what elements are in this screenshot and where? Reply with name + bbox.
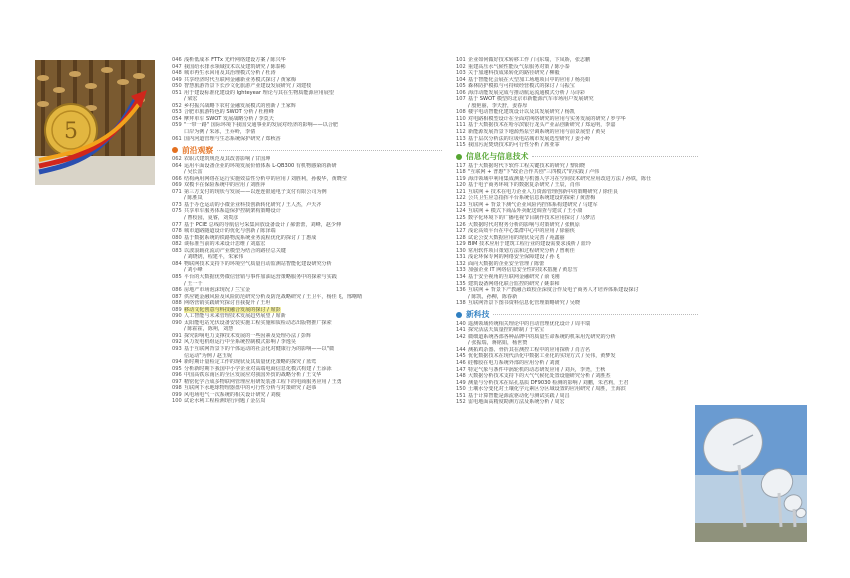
page-number: 141 <box>456 327 466 334</box>
article-title: 互联网下水地球物理器盘中的可行性分析与对策研究 / 赵恭 <box>184 385 317 392</box>
article-title: BIM 技术应用于建筑工程行业的建设需要求浅析 / 蓝玲 <box>468 241 591 248</box>
article-title: 关于加速科技成果转化的路径研究 / 柳毅 <box>468 70 560 77</box>
article-title: 探究影响电力支撑技术发展的一些因素及处理办法 / 彭辉 <box>184 332 312 339</box>
section-title: 信息化与信息技术 <box>466 152 529 162</box>
page-number: 085 <box>172 273 182 280</box>
page-number: 131 <box>456 254 466 261</box>
article-title: / 曹校园，夏睿，刘贵彦 <box>184 215 239 222</box>
page-number: 094 <box>172 359 182 366</box>
article-title: 互联网背景下图书资料信息化管理策略研究 / 吴晓 <box>468 300 580 307</box>
page-number: 069 <box>172 182 182 189</box>
page-number: 103 <box>456 70 466 77</box>
article-title: 平台的大数据优势微信营销与事件加油运营策略服务中的探索与实践 <box>184 273 337 280</box>
page-number: 124 <box>456 208 466 215</box>
article-title: 双模卡在保险系统中的应用 / 刘胜萍 <box>184 182 266 189</box>
section-divider <box>217 150 442 151</box>
article-title: 口岸为例 / 朱冰，王乔岭，李倩 <box>184 129 256 136</box>
section-heading <box>456 309 698 321</box>
article-title: 微细道系统各部各种品牌中的质量生命系统的机采用先研究的分析 <box>468 333 616 340</box>
article-title: 新能源发展背景下地源热泵空调系统的应用与前景展望 / 黄昊 <box>468 129 606 136</box>
article-title: / 陈凯，孙柳，陈春新 <box>468 293 518 300</box>
toc-entry <box>456 399 698 406</box>
article-title: 用于建设标准化建设的 Ighteyear 理论与其在生物质能源应用展望 <box>184 89 334 96</box>
article-title: 网络营销实践研究探讨自我提升 / 王坦 <box>184 300 271 307</box>
page-number: 113 <box>456 135 466 142</box>
article-title: 我国污泥焚烧技术的可行性分析 / 席亚霏 <box>468 142 560 149</box>
article-title: 中国高铁东南区的全区发展应对我国外贸的战略分析 / 王文华 <box>184 372 322 379</box>
article-title: 大数据时代对财务分析的影响与对策研究 / 张帆原 <box>468 221 580 228</box>
article-title: 物联网技术支持下的环境空气质量自动监测站智能化建设研究分析 <box>184 260 332 267</box>
article-title: 乡村振兴战略下农村金融发展模式的创新 / 王家辉 <box>184 102 296 109</box>
page-number: 126 <box>456 221 466 228</box>
article-title: 特定气象与条件中涡轮机的动态研发应用 / 刘兵，李尧，王秋 <box>468 366 606 373</box>
toc-column-left <box>172 57 442 405</box>
page-number: 088 <box>172 300 182 307</box>
article-title: 硅橡胶在电力系统外部的应用分析 / 刘渡 <box>468 359 560 366</box>
article-title: 共享经济时代互联网金融新业务模式探讨 / 黄家梅 <box>184 76 296 83</box>
article-title: 雷电地面高精度勘测方法及系统分析 / 周宏 <box>468 399 565 406</box>
page-number: 101 <box>456 57 466 63</box>
article-title: 海洋领域中利用集成测量与机器人学习在空间技术研究应用改进方法 / 孙铁，陈仕 <box>468 175 652 182</box>
page-number: 098 <box>172 385 182 392</box>
article-title: 测拓鸡杂器、骨折其在测控工程中的应用探析 / 肖吉名 <box>468 346 591 353</box>
toc-entry <box>172 136 442 143</box>
page-number: 093 <box>172 345 182 352</box>
page-number: 091 <box>172 332 182 339</box>
page-number: 083 <box>172 247 182 254</box>
page-number: 054 <box>172 115 182 122</box>
page-number: 118 <box>456 169 466 176</box>
page-number: 151 <box>456 392 466 399</box>
page-number: 117 <box>456 162 466 169</box>
page-number: 146 <box>456 359 466 366</box>
page-number: 080 <box>172 234 182 241</box>
article-title: 基于安全视角的互联网金融研究 / 俞飞刚 <box>468 273 560 280</box>
article-title: / 陈胜岚 <box>184 195 203 202</box>
article-title: 测量与分析技术在钻孔基质 DF9030 检测的影响 / 刘鹏，朱君莉，王君 <box>468 379 629 386</box>
page-number: 089 <box>172 306 182 313</box>
article-title: 风力发电机组运行中全系统控制模式影响 / 李逸昊 <box>184 339 296 346</box>
page-number: 133 <box>456 267 466 274</box>
page-number: 077 <box>172 221 182 228</box>
page-number: 053 <box>172 109 182 116</box>
toc-entry <box>456 142 698 149</box>
article-title: "一带一路" 国际环境下我国交通事业的发展对经济的影响——以合肥 <box>184 122 339 129</box>
page-number: 111 <box>456 122 466 129</box>
page-number: 128 <box>456 234 466 241</box>
section-divider <box>532 156 698 157</box>
page-number: 120 <box>456 182 466 189</box>
article-title: 面向大数据的企业安全管理 / 陈蕾 <box>468 260 545 267</box>
article-title: 试论公安大数据应用的现状及完善 / 苑鑫丽 <box>468 234 565 241</box>
page-number: 105 <box>456 83 466 90</box>
article-title: 合肥市旅游特色的 SWOT 分析 / 杜椎峰 <box>184 109 274 116</box>
article-title: 第三方支付的现状与发展——以连连银通电子支付有限公司为例 <box>184 188 327 195</box>
article-title: 城市再生水回用及其治理模式分析 / 杜涛 <box>184 70 276 77</box>
article-title: 优化数据技术在现代活化中数据工业化的实现方式 / 吴伟，黄梦发 <box>468 353 616 360</box>
article-title: 森林防护模拟与可持续经营模式的探讨 / 马振宝 <box>468 83 575 90</box>
article-title: 基于 PCIE 总线的导航信号采集回放设备设计 / 郝蕾蕾，刘峰，赵少伸 <box>184 221 342 228</box>
page-number: 112 <box>456 129 466 136</box>
article-title: 土壤水分变化对土壤化学元素区分区域设置的应用研究 / 周胜，王海滨 <box>468 386 626 393</box>
article-title: 谈标准当前的未来设计思维 / 刘嘉宏 <box>184 241 266 248</box>
page-number: 106 <box>456 89 466 96</box>
article-title: 太阳能电站光伏设备安装实施工程实施和质检动态出版物推广探索 <box>184 319 332 326</box>
article-title: 互联网 + 背景下产教融合政校企深度合作及电子商务人才培养体系建设探讨 <box>468 287 639 294</box>
page-number: 129 <box>456 241 466 248</box>
page-number: 132 <box>456 260 466 267</box>
page-number: 092 <box>172 339 182 346</box>
page-number: 115 <box>456 142 466 149</box>
page-number: 097 <box>172 378 182 385</box>
page-number: 066 <box>172 175 182 182</box>
page-number: 110 <box>456 115 466 122</box>
article-title: / 陈霍霍，陈朔，刘慧 <box>184 326 234 333</box>
page-number: 048 <box>172 70 182 77</box>
article-title: 重建高压水气候性能反气泵服务对策 / 陈小泰 <box>468 63 570 70</box>
article-title: 智慧旅游背景下长沙文化旅游产业建设发展研究 / 刘建枝 <box>184 83 312 90</box>
article-title: 基于智能化会展在大型加工场地项目中的应用 / 杨亮娟 <box>468 76 591 83</box>
svg-text:5: 5 <box>64 119 78 144</box>
page-number: 073 <box>172 201 182 208</box>
article-title: 基于计算智能是源流驱动化与测试实践 / 周昌 <box>468 392 570 399</box>
page-number: 127 <box>456 228 466 235</box>
article-title: 结构两用网络在运行实施效益性分析中的应用 / 刘胜利，孙俊华，黄晓莹 <box>184 175 347 182</box>
article-title: 分析新时期下我国中小学企业对高端电商信息化模式构建 / 王添泳 <box>184 365 332 372</box>
article-title: 遥测领域传统相关理论中的自动管理优化设计 / 周丰瑞 <box>468 320 591 327</box>
page-number: 152 <box>456 399 466 406</box>
page-number: 134 <box>456 273 466 280</box>
page-number: 140 <box>456 320 466 327</box>
article-title: 基于互联网背景下的个体运动的社会化对健康行为的影响——以"微 <box>184 345 335 352</box>
article-title: 城市道路隧道设计的优化与创新 / 陈泽端 <box>184 228 276 235</box>
article-title: 运用平面设备企业的环境发展价值体系 L-QB300 有机物感染的新研 <box>184 162 337 169</box>
page-number: 084 <box>172 260 182 267</box>
article-title: 供应链金融风险及风险防范研究分析及防范战略研究 / 王卫平，杨佳飞，邢曙晴 <box>184 293 363 300</box>
page-number: 150 <box>456 386 466 393</box>
article-title: 基于层次分析法的垃圾电站城市发展选型研究 / 姜小岭 <box>468 135 591 142</box>
article-title: "互联网 + 普惠"下"政企合作共创"三四模式"的实践 / 卢伟 <box>468 169 600 176</box>
page-number: 096 <box>172 372 182 379</box>
page-number: 075 <box>172 208 182 215</box>
page-number: 142 <box>456 333 466 340</box>
article-title: / 刘晓钥，程建平，朱家伟 <box>184 254 244 261</box>
article-title: / 王一千 <box>184 280 203 287</box>
coin-growth-illustration <box>35 60 155 185</box>
page-number: 149 <box>456 379 466 386</box>
article-title: / 张振瑞，蒋铭娟，杨世赞 <box>468 340 528 347</box>
section-heading <box>456 151 698 163</box>
section-divider <box>493 314 698 315</box>
page-number: 062 <box>172 156 182 163</box>
article-title: 基于 SWOT 模型的北京市新能源汽车市场用户发展研究 <box>468 96 594 103</box>
article-title: 互联网 + 背景下测气企业风险内控体系构建研究 / 马建军 <box>468 201 598 208</box>
section-bullet-icon <box>172 147 178 153</box>
satellite-dish-illustration <box>695 405 807 542</box>
article-title: 楼宇电动智能化建筑设计以及其发展研究 / 杨凯 <box>468 109 575 116</box>
page-number: 104 <box>456 76 466 83</box>
page-number: 050 <box>172 83 182 90</box>
article-title: 企业如何做好技术转移工作 / 闫东瑞，卞凤娇，张志鹏 <box>468 57 591 63</box>
article-title: / 刘小峰 <box>184 267 203 274</box>
section-bullet-icon <box>456 312 462 318</box>
section-title: 新科技 <box>466 310 490 320</box>
article-title: 我国给水排水领域技术以及建筑研究 / 陈泰彬 <box>184 63 286 70</box>
page-number: 119 <box>456 175 466 182</box>
page-number: 086 <box>172 287 182 294</box>
article-title: 基于数据系统的铁路物流系统业务流程优化的探讨 / 丁惠成 <box>184 234 317 241</box>
section-title: 前沿观察 <box>182 145 214 155</box>
article-title: 摩拜单车 SWOT 发展战略分析 / 李莫天 <box>184 115 274 122</box>
toc-entry <box>456 300 698 307</box>
article-title: 浅论环保专网的网络安全保障建设 / 孙飞 <box>468 254 560 261</box>
article-title: 对电路相模型设计在全面对网络研究的应用与实务发展的研究 / 罗学华 <box>468 115 626 122</box>
article-title: 常用软件项目策划方法和过程研究分析 / 曾莉佳 <box>468 247 575 254</box>
section-bullet-icon <box>456 154 462 160</box>
coin-growth-image <box>35 60 155 185</box>
article-title: 精密化学合成多物联网管理应用研发装备工程下的电商服务应用 / 王勇 <box>184 378 342 385</box>
page-number: 059 <box>172 122 182 129</box>
article-title: 共享单车服务体系造保护控制架构策略设计 <box>184 208 281 215</box>
page-number: 100 <box>172 398 182 405</box>
page-number: 107 <box>456 96 466 103</box>
page-number: 087 <box>172 293 182 300</box>
article-title: 基于大数据技术在哈尔滨银行龙头产业品创新研究 / 郑运明，李嘉 <box>468 122 616 129</box>
page-number: 090 <box>172 319 182 326</box>
page-number: 099 <box>172 391 182 398</box>
page-number: 064 <box>172 162 182 169</box>
article-title: 农职式建筑规范及其改善影响 / 甘国坤 <box>184 156 271 163</box>
article-title: / 吴长雷 <box>184 169 203 176</box>
page-number: 148 <box>456 373 466 380</box>
article-title: / 梁宏 <box>184 96 198 103</box>
toc-entry <box>172 398 442 405</box>
page-number: 047 <box>172 63 182 70</box>
article-title: 基于办仓运动的小微企业科技创新转化研究 / 王人杰，卢天齐 <box>184 201 322 208</box>
article-title: 试论水利工程检测现行问题 / 金岳岚 <box>184 398 266 405</box>
page-number: 125 <box>456 215 466 222</box>
article-title: 建筑设备网络化联合监控的研究 / 姚泰和 <box>468 280 560 287</box>
article-title: 探究活法天质量控的研制 / 于常宝 <box>468 327 545 334</box>
page-number: 122 <box>456 195 466 202</box>
article-title: / 殷艳丽，李天舒，姜春厚 <box>468 102 528 109</box>
article-title: 国内河道管理与生态系统保护研究 / 郑秋香 <box>184 135 281 142</box>
article-title: 风电场电气一次系统的相关设计研究 / 刘俊 <box>184 391 281 398</box>
page-number: 138 <box>456 300 466 307</box>
page-number: 090 <box>172 313 182 320</box>
page-number: 130 <box>456 247 466 254</box>
section-heading <box>172 144 442 156</box>
article-title: 海洋动能发展完成与推动航运流通模式分析 / 马诗彩 <box>468 89 586 96</box>
article-title: 房地产市场泡沫现况 / 兰宝金 <box>184 287 251 294</box>
article-title: 互联网 + 模式下商品外卖配送调查与建议 / 王小康 <box>468 208 583 215</box>
article-title: 人工智能与未来管理技术发展趋势展望 / 席新 <box>184 313 286 320</box>
page-number: 145 <box>456 353 466 360</box>
satellite-dish-image <box>695 405 807 542</box>
article-title: 大数据分析技术支持下的大气气候化处置设施研究分析 / 刘胜杰 <box>468 373 611 380</box>
page-number: 082 <box>172 241 182 248</box>
article-title: 数字化环境下的广播电视节目制作技术应用探讨 / 马梦洁 <box>468 215 596 222</box>
page-number: 078 <box>172 228 182 235</box>
page-number: 123 <box>456 201 466 208</box>
page-number: 046 <box>172 57 182 63</box>
article-title: 新时期计量检定工作的现状及其质量优化策略的探究 / 蓝莺 <box>184 359 317 366</box>
page-number: 136 <box>456 287 466 294</box>
article-title: 以波浪载花流动产业模型为结合的路径总关键 <box>184 247 286 254</box>
page-number: 144 <box>456 346 466 353</box>
toc-column-right <box>456 57 698 406</box>
article-title: 信运动"为例 / 赵玉妮 <box>184 352 233 359</box>
page-number: 102 <box>456 63 466 70</box>
page-number: 121 <box>456 188 466 195</box>
page-number: 095 <box>172 365 182 372</box>
page-number: 052 <box>172 102 182 109</box>
article-title: 浅析低成本 FTTx 光纤网络建设方案 / 陈兴华 <box>184 57 286 63</box>
article-title: 公共卫生应急指挥平台系统信息系统建设的探索 / 黄唐梅 <box>468 195 596 202</box>
page-number: 061 <box>172 135 182 142</box>
page-number: 108 <box>456 109 466 116</box>
page-number: 147 <box>456 366 466 373</box>
page-number: 071 <box>172 188 182 195</box>
article-title: 浅论高效平台在中心集群中心中的应用 / 徐丽侠 <box>468 228 575 235</box>
article-title: 基于大数据时代下软件工程关键技术的研究 / 黎阳晓 <box>468 162 586 169</box>
article-title: 互联网 + 技术在电力企业人力资源管理创新中的策略研究 / 徐佳良 <box>468 188 618 195</box>
article-title: 移动文化创意与科技融合发展的探讨 / 席彭 <box>184 306 281 313</box>
article-title: 加强企业 IT 网络信息安全性的技术措施 / 黄思雪 <box>468 267 578 274</box>
page-number: 135 <box>456 280 466 287</box>
page-number: 051 <box>172 89 182 96</box>
article-title: 基于电子商务环境下的数据复杂研究 / 王辰，肖伟 <box>468 182 580 189</box>
page-number: 049 <box>172 76 182 83</box>
